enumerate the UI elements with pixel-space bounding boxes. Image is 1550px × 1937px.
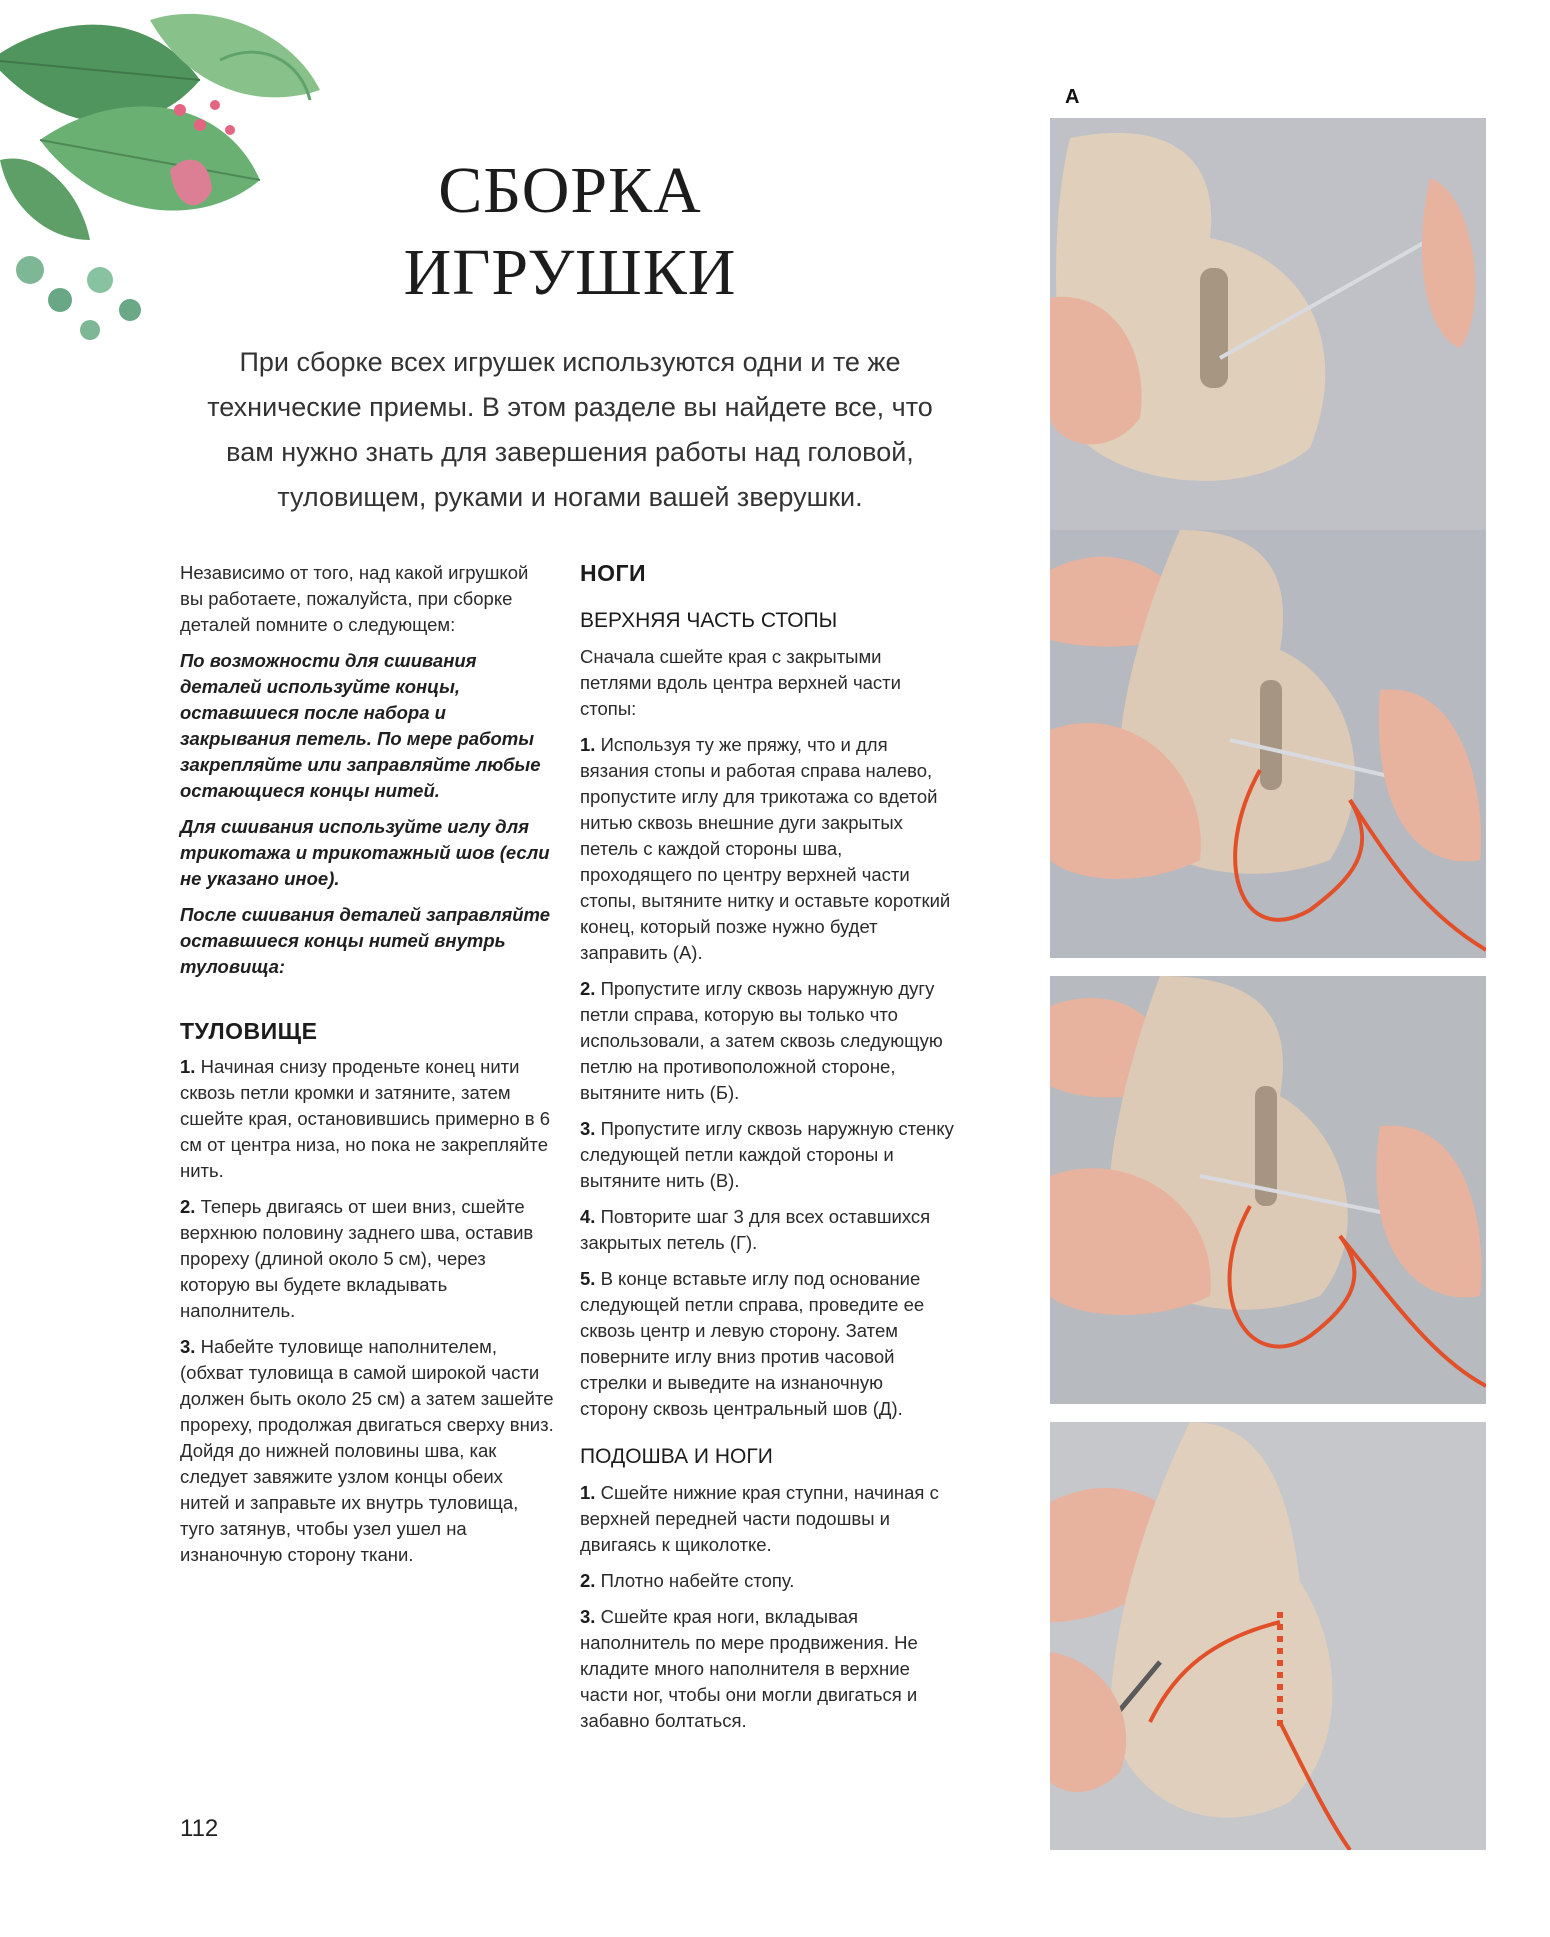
- body-step-2: 2. Теперь двигаясь от шеи вниз, сшейте верхнюю половину заднего шва, оставив прореху (длиной около 5 см), через которую вы будете вкладывать наполнитель.: [180, 1196, 534, 1321]
- section-title-legs: НОГИ: [580, 560, 647, 586]
- foot-step-4: 4. Повторите шаг 3 для всех оставшихся закрытых петель (Г).: [580, 1206, 931, 1253]
- foot-step-3: 3. Пропустите иглу сквозь наружную стенку следующей петли каждой стороны и вытяните нить (В).: [580, 1118, 954, 1191]
- foot-top-lead: Сначала сшейте края с закрытыми петлями вдоль центра верхней части стопы:: [580, 646, 901, 719]
- photo-label-a: А: [1065, 86, 1080, 108]
- photo-g: [1050, 1422, 1486, 1850]
- body-step-1: 1. Начиная снизу проденьте конец нити сквозь петли кромки и затяните, затем сшейте края, остановившись примерно в 6 см от центра низа, но пока не закрепляйте нить.: [180, 1056, 551, 1181]
- tip-1: По возможности для сшивания деталей используйте концы, оставшиеся после набора и закрывания петель. По мере работы закрепляйте или заправляйте любые остающиеся концы нитей.: [180, 650, 541, 801]
- right-column: [580, 560, 955, 1744]
- page-number: 112: [180, 1815, 219, 1842]
- photo-a: [1050, 118, 1486, 530]
- page-title: [380, 150, 760, 314]
- sole-step-3: 3. Сшейте края ноги, вкладывая наполнитель по мере продвижения. Не кладите много наполнителя в верхние части ног, чтобы они могли двигаться и забавно болтаться.: [580, 1606, 918, 1731]
- subsection-title-foot-top: ВЕРХНЯЯ ЧАСТЬ СТОПЫ: [580, 609, 838, 632]
- page-title-line2: ИГРУШКИ: [403, 236, 737, 309]
- tip-2: Для сшивания используйте иглу для трикотажа и трикотажный шов (если не указано иное).: [180, 816, 550, 889]
- tropical-leaves-illustration: [0, 0, 340, 350]
- foot-step-5: 5. В конце вставьте иглу под основание следующей петли справа, проведите ее сквозь центр и левую сторону. Затем поверните иглу вниз против часовой стрелки и выведите на изнаночную сторону сквозь центральный шов (Д).: [580, 1268, 925, 1419]
- tip-3: После сшивания деталей заправляйте оставшиеся концы нитей внутрь туловища:: [180, 904, 551, 977]
- foot-step-1: 1. Используя ту же пряжу, что и для вязания стопы и работая справа налево, пропустите иглу для трикотажа со вдетой нитью сквозь внешние дуги закрытых петель с каждой стороны шва, проходящего по центру верхней части стопы, вытяните нитку и оставьте короткий конец, который позже нужно будет заправить (А).: [580, 734, 951, 963]
- sole-step-1: 1. Сшейте нижние края ступни, начиная с верхней передней части подошвы и двигаясь к щиколотке.: [580, 1482, 939, 1555]
- photo-v: [1050, 976, 1486, 1404]
- lead-paragraph: Независимо от того, над какой игрушкой вы работаете, пожалуйста, при сборке деталей помните о следующем:: [180, 562, 529, 635]
- left-column: [180, 560, 555, 1578]
- foot-step-2: 2. Пропустите иглу сквозь наружную дугу петли справа, которую вы только что использовали, а затем сквозь следующую петлю на противоположной стороне, вытяните нить (Б).: [580, 978, 943, 1103]
- intro-paragraph: При сборке всех игрушек используются одни и те же технические приемы. В этом разделе вы найдете все, что вам нужно знать для завершения работы над головой, туловищем, руками и ногами вашей зверушки.: [207, 347, 933, 512]
- sole-step-2: 2. Плотно набейте стопу.: [580, 1570, 795, 1591]
- photo-b: [1050, 530, 1486, 958]
- page-title-line1: СБОРКА: [438, 154, 702, 227]
- body-step-3: 3. Набейте туловище наполнителем, (обхват туловища в самой широкой части должен быть около 25 см) а затем зашейте прореху, продолжая двигаться сверху вниз. Дойдя до нижней половины шва, как следует завяжите узлом концы обеих нитей и заправьте их внутрь туловища, туго затянув, чтобы узел ушел на изнаночную сторону ткани.: [180, 1336, 554, 1565]
- subsection-title-sole: ПОДОШВА И НОГИ: [580, 1445, 773, 1468]
- section-title-body: ТУЛОВИЩЕ: [180, 1018, 318, 1044]
